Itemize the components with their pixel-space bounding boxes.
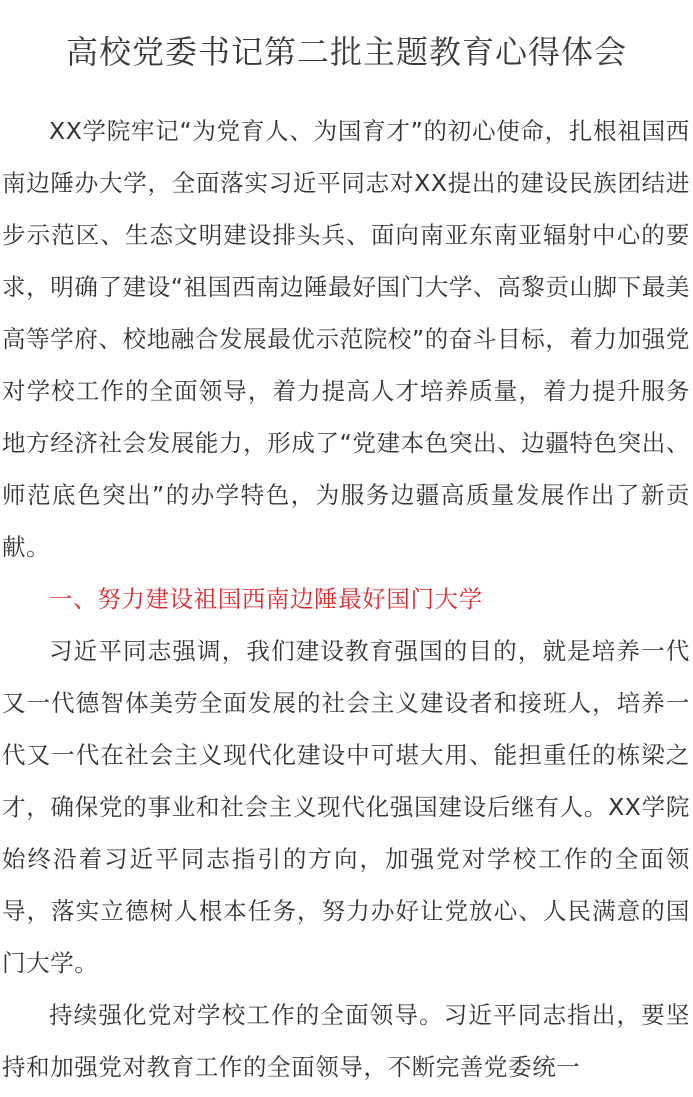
document-body (2, 105, 690, 1093)
section-heading: 一、努力建设祖国西南边陲最好国门大学 (49, 585, 483, 613)
section-paragraph: 习近平同志强调，我们建设教育强国的目的，就是培养一代又一代德智体美劳全面发展的社会主义建设者和接班人，培养一代又一代在社会主义现代化建设中可堪大用、能担重任的栋梁之才，确保党的事业和社会主义现代化强国建设后继有人。XX学院始终沿着习近平同志指引的方向，加强党对学校工作的全面领导，落实立德树人根本任务，努力办好让党放心、人民满意的国门大学。 (2, 637, 690, 977)
document-title: 高校党委书记第二批主题教育心得体会 (65, 33, 627, 71)
intro-paragraph: XX学院牢记“为党育人、为国育才”的初心使命，扎根祖国西南边陲办大学，全面落实习近平同志对XX提出的建设民族团结进步示范区、生态文明建设排头兵、面向南亚东南亚辐射中心的要求，明确了建设“祖国西南边陲最好国门大学、高黎贡山脚下最美高等学府、校地融合发展最优示范院校”的奋斗目标，着力加强党对学校工作的全面领导，着力提高人才培养质量，着力提升服务地方经济社会发展能力，形成了“党建本色突出、边疆特色突出、师范底色突出”的办学特色，为服务边疆高质量发展作出了新贡献。 (2, 117, 690, 561)
section-paragraph: 持续强化党对学校工作的全面领导。习近平同志指出，要坚持和加强党对教育工作的全面领导，不断完善党委统一 (2, 1001, 690, 1081)
